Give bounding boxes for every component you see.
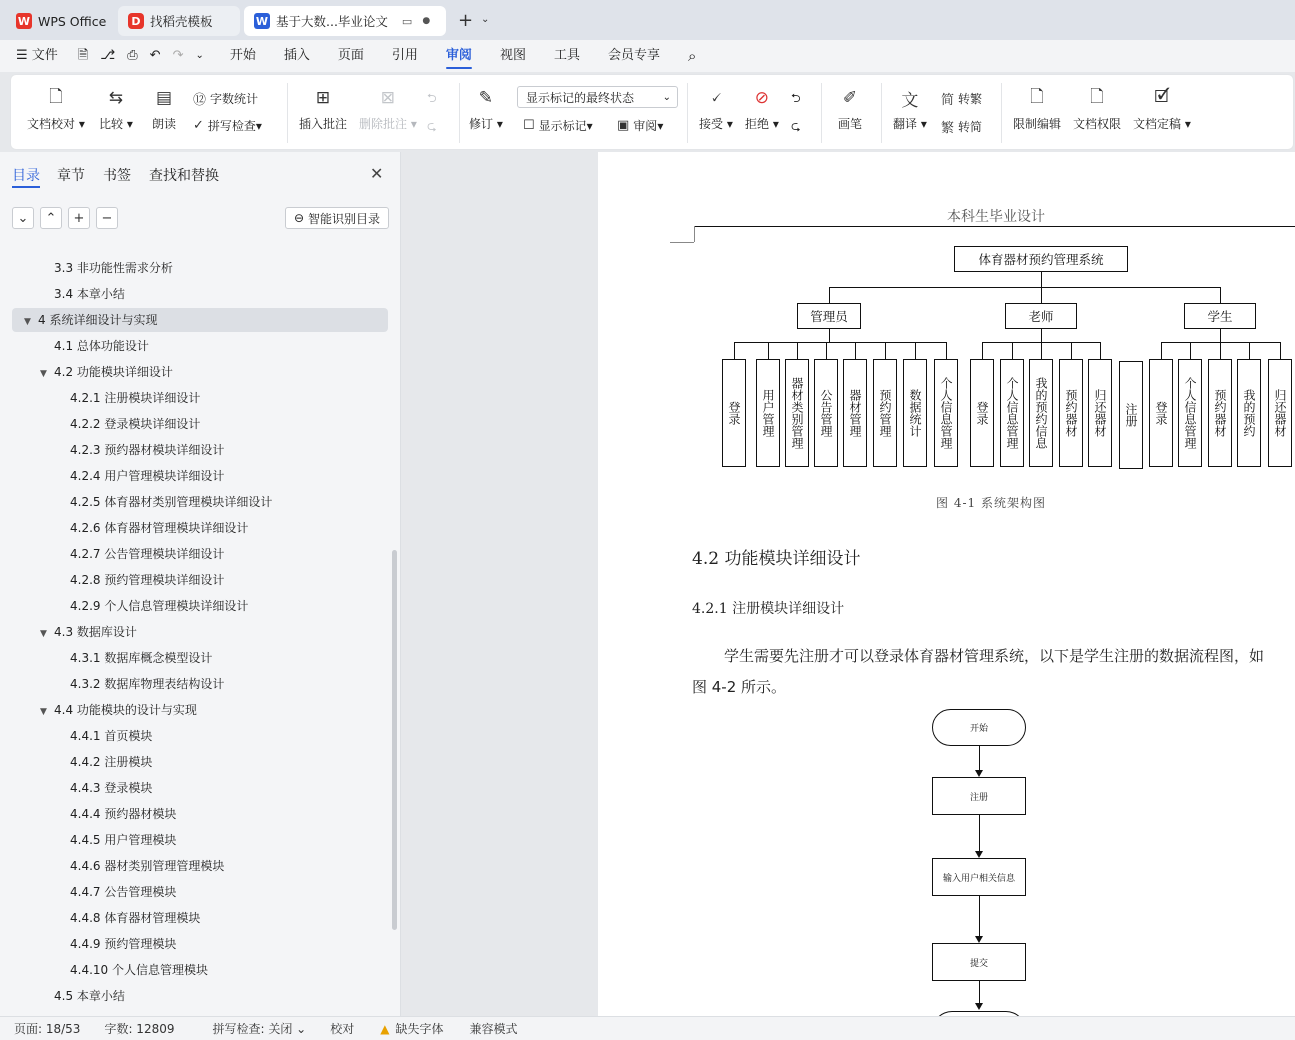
toc-item[interactable] — [70, 828, 176, 852]
flow-arrow-head — [975, 770, 983, 777]
org-connector — [1220, 342, 1221, 359]
word-count[interactable]: 字数: 12809 — [104, 1022, 175, 1036]
toc-item[interactable] — [70, 646, 212, 670]
org-connector — [1220, 329, 1221, 342]
toc-item[interactable] — [70, 516, 248, 540]
org-leaf-node: 预约管理 — [873, 359, 897, 467]
wps-logo-icon: W — [17, 14, 31, 28]
org-leaf-node: 器材管理 — [843, 359, 867, 467]
org-connector — [1280, 342, 1281, 359]
tab-bookmarks[interactable]: 书签 — [103, 168, 131, 184]
flow-process-node: 注册 — [932, 777, 1026, 815]
collapse-up-button[interactable] — [40, 207, 62, 229]
toc-item-label: 4.1 总体功能设计 — [54, 339, 149, 353]
toc-item-label: 4.4.4 预约器材模块 — [70, 807, 177, 821]
toc-item-label: 4.4.9 预约管理模块 — [70, 937, 177, 951]
toc-list — [0, 242, 390, 1016]
org-leaf-node: 我的预约信息 — [1029, 359, 1053, 467]
word-count-button[interactable]: ⑫ 字数统计 — [193, 89, 258, 108]
toc-item[interactable] — [12, 308, 388, 332]
to-simplified-button[interactable]: 繁 转简 — [941, 117, 982, 136]
pen-button[interactable]: ✐ 画笔 — [837, 85, 863, 132]
heading-4-2: 4.2 功能模块详细设计 — [692, 549, 861, 569]
compat-mode-status: 兼容模式 — [469, 1022, 518, 1036]
document-page — [598, 152, 1295, 1016]
convert-icon: 繁 — [941, 121, 955, 136]
convert-icon: 简 — [941, 93, 955, 108]
org-connector — [1041, 287, 1042, 303]
translate-icon: 文 — [901, 90, 919, 111]
org-leaf-node: 登录 — [970, 359, 994, 467]
org-leaf-node: 个人信息管理 — [1000, 359, 1024, 467]
chevron-down-icon[interactable]: ⌄ — [481, 14, 490, 25]
tab-underline — [12, 186, 40, 188]
heading-4-2-1: 4.2.1 注册模块详细设计 — [692, 601, 845, 617]
reject-icon: ⊘ — [754, 88, 770, 108]
menu-review[interactable]: 审阅 — [432, 40, 486, 72]
toc-item-label: 4.2.6 体育器材管理模块详细设计 — [70, 521, 249, 535]
chevron-up-icon: ⌃ — [45, 210, 57, 226]
tab-wps-office[interactable]: W WPS Office — [17, 13, 107, 29]
next-comment-icon[interactable]: ⮎ — [427, 119, 437, 133]
toc-item-label: 4.2.1 注册模块详细设计 — [70, 391, 201, 405]
body-paragraph-line2: 图 4-2 所示。 — [692, 678, 787, 696]
tab-docer[interactable]: D 找稻壳模板 — [118, 6, 240, 36]
org-connector — [1071, 342, 1072, 359]
toc-item-label: 4.4.2 注册模块 — [70, 755, 153, 769]
add-toc-button[interactable] — [68, 207, 90, 229]
tab-toc[interactable]: 目录 — [12, 168, 40, 184]
org-connector — [1161, 342, 1281, 343]
flow-arrow-head — [975, 851, 983, 858]
expand-arrow-icon[interactable]: ▼ — [40, 707, 47, 717]
menu-home[interactable]: 开始 — [229, 48, 256, 63]
flow-arrow-line — [979, 815, 980, 852]
smart-toc-button[interactable]: ⊖ 智能识别目录 — [285, 207, 389, 229]
org-connector — [885, 342, 886, 359]
org-connector — [1041, 272, 1042, 287]
org-connector — [915, 342, 916, 359]
toc-item[interactable] — [70, 854, 224, 878]
plus-icon: + — [73, 210, 85, 226]
toc-item-label: 4.4.1 首页模块 — [70, 729, 153, 743]
menu-page[interactable]: 页面 — [337, 48, 364, 63]
toc-item-label: 4.2.9 个人信息管理模块详细设计 — [70, 599, 249, 613]
chevron-down-icon: ⌄ — [17, 210, 29, 226]
word-count-icon: ⑫ — [193, 93, 207, 108]
org-leaf-node: 公告管理 — [814, 359, 838, 467]
org-connector — [1249, 342, 1250, 359]
page-indicator[interactable]: 页面: 18/53 — [14, 1022, 81, 1036]
share-icon[interactable]: ⎇ — [100, 48, 116, 63]
accept-button[interactable]: 🗸 接受 ▾ — [699, 85, 733, 132]
toc-item[interactable] — [70, 438, 224, 462]
toc-item-label: 4.2 功能模块详细设计 — [54, 365, 173, 379]
markup-mode-select[interactable]: 显示标记的最终状态 ⌄ — [517, 86, 678, 108]
tab-find-replace[interactable]: 查找和替换 — [149, 168, 219, 184]
flow-arrow-line — [979, 896, 980, 937]
next-change-icon[interactable]: ⮎ — [791, 119, 801, 133]
toc-item-label: 4.4.7 公告管理模块 — [70, 885, 177, 899]
toc-item[interactable] — [40, 360, 173, 384]
org-group-node: 管理员 — [797, 303, 861, 329]
org-leaf-node: 注册 — [1119, 361, 1143, 469]
toc-item-label: 4.3 数据库设计 — [54, 625, 137, 639]
org-leaf-node: 个人信息管理 — [934, 359, 958, 467]
flow-start-node: 开始 — [932, 709, 1026, 746]
finalize-icon: 🗹 — [1154, 86, 1170, 107]
document-area — [402, 152, 1295, 1016]
toc-item-label: 3.4 本章小结 — [54, 287, 125, 301]
smart-recognize-icon: ⊖ — [293, 211, 305, 225]
show-markup-icon: ☐ — [523, 118, 535, 133]
undo-icon[interactable]: ↶ — [149, 48, 161, 63]
org-connector — [829, 287, 830, 303]
toc-item-label: 4.4.3 登录模块 — [70, 781, 153, 795]
org-connector — [768, 342, 769, 359]
restrict-editing-button[interactable]: 🗋 限制编辑 — [1013, 86, 1062, 131]
org-connector — [734, 342, 735, 359]
org-root-node: 体育器材预约管理系统 — [954, 246, 1128, 272]
new-tab-plus-icon[interactable]: + — [458, 10, 474, 31]
body-paragraph-line1: 学生需要先注册才可以登录体育器材管理系统，以下是学生注册的数据流程图，如 — [724, 647, 1265, 665]
toc-item-label: 4.3.2 数据库物理表结构设计 — [70, 677, 225, 691]
toc-item[interactable] — [70, 412, 200, 436]
toc-item[interactable] — [70, 932, 176, 956]
reject-button[interactable]: ⊘ 拒绝 ▾ — [745, 85, 779, 132]
org-connector — [1161, 342, 1162, 359]
menu-view[interactable]: 视图 — [499, 48, 526, 63]
chevron-down-icon: ⌄ — [662, 91, 671, 103]
toc-item[interactable] — [70, 906, 200, 930]
toc-item[interactable] — [54, 984, 125, 1008]
org-leaf-node: 个人信息管理 — [1178, 359, 1202, 467]
toc-item[interactable] — [40, 620, 137, 644]
toc-item[interactable] — [40, 698, 197, 722]
org-leaf-node: 预约器材 — [1059, 359, 1083, 467]
pen-icon: ✐ — [842, 88, 858, 108]
org-leaf-node: 登录 — [722, 359, 746, 467]
permission-icon: 🗋 — [1090, 86, 1104, 107]
doc-check-button[interactable]: 🗋 文档校对 ▾ — [27, 86, 85, 131]
org-connector — [826, 342, 827, 359]
expand-arrow-icon[interactable]: ▼ — [40, 629, 47, 639]
flow-process-node: 输入用户相关信息 — [932, 858, 1026, 896]
org-leaf-node: 我的预约 — [1237, 359, 1261, 467]
compare-icon: ⇆ — [108, 88, 124, 108]
show-markup-button[interactable]: ☐ 显示标记 ▾ — [523, 118, 593, 133]
toc-item-label: 4.4.8 体育器材管理模块 — [70, 911, 201, 925]
org-leaf-node: 预约器材 — [1208, 359, 1232, 467]
org-connector — [829, 329, 830, 342]
flow-arrow-line — [979, 746, 980, 771]
toc-item-label: 4.4.5 用户管理模块 — [70, 833, 177, 847]
flow-arrow-head — [975, 936, 983, 943]
toc-item-label: 4.4.6 器材类别管理管理模块 — [70, 859, 225, 873]
missing-font-status[interactable]: 缺失字体 — [395, 1022, 444, 1036]
print-preview-icon[interactable]: ⎙ — [127, 48, 138, 63]
writer-doc-icon: W — [255, 14, 269, 28]
remove-toc-button[interactable] — [96, 207, 118, 229]
lock-doc-icon: 🗋 — [1030, 86, 1044, 107]
org-connector — [1100, 342, 1101, 359]
tab-chapters[interactable]: 章节 — [57, 168, 85, 184]
org-connector — [946, 342, 947, 359]
translate-button[interactable]: 文 翻译 ▾ — [893, 85, 927, 132]
org-leaf-node: 归还器材 — [1268, 359, 1292, 467]
toc-item[interactable] — [70, 958, 208, 982]
toc-item[interactable] — [70, 464, 224, 488]
flow-process-node: 提交 — [932, 943, 1026, 981]
minus-icon: − — [101, 210, 113, 226]
read-aloud-button[interactable]: ▤ 朗读 — [151, 85, 177, 132]
org-connector — [1190, 342, 1191, 359]
toc-item[interactable] — [70, 880, 176, 904]
toc-item[interactable] — [70, 568, 224, 592]
toc-item-label: 4.2.7 公告管理模块详细设计 — [70, 547, 225, 561]
org-connector — [797, 342, 798, 359]
accept-icon: 🗸 — [709, 88, 722, 108]
org-connector — [982, 342, 983, 359]
org-connector — [829, 287, 1221, 288]
spell-check-status[interactable]: 拼写检查: 关闭 ⌄ — [212, 1022, 307, 1036]
doc-check-icon: 🗋 — [49, 86, 63, 107]
toc-item-label: 3.3 非功能性需求分析 — [54, 261, 173, 275]
org-connector — [1041, 329, 1042, 342]
expand-arrow-icon[interactable]: ▼ — [24, 317, 31, 327]
toc-item[interactable] — [54, 334, 149, 358]
tab-bar — [0, 0, 1295, 40]
expand-arrow-icon[interactable]: ▼ — [40, 369, 47, 379]
toc-item[interactable] — [70, 386, 200, 410]
toc-item-label: 4.4.10 个人信息管理模块 — [70, 963, 208, 977]
menu-reference[interactable]: 引用 — [391, 48, 418, 63]
toc-item-label: 4.2.8 预约管理模块详细设计 — [70, 573, 225, 587]
org-leaf-node: 用户管理 — [756, 359, 780, 467]
toc-item-label: 4.5 本章小结 — [54, 989, 125, 1003]
toc-item-label: 4.2.2 登录模块详细设计 — [70, 417, 201, 431]
redo-icon[interactable]: ↷ — [172, 48, 184, 63]
warning-icon: ▲ — [380, 1021, 390, 1036]
spell-check-icon: ✓ — [193, 118, 204, 133]
toc-item[interactable] — [70, 776, 152, 800]
org-leaf-node: 归还器材 — [1088, 359, 1112, 467]
menu-insert[interactable]: 插入 — [283, 48, 310, 63]
page-header: 本科生毕业设计 — [947, 209, 1045, 225]
doc-permission-button[interactable]: 🗋 文档权限 — [1073, 86, 1122, 131]
search-icon[interactable]: ⌕ — [687, 47, 697, 65]
sidebar-scrollbar[interactable] — [392, 550, 397, 930]
toc-item[interactable] — [70, 724, 152, 748]
collapse-down-button[interactable] — [12, 207, 34, 229]
toc-item-label: 4.3.1 数据库概念模型设计 — [70, 651, 213, 665]
finalize-button[interactable]: 🗹 文档定稿 ▾ — [1133, 86, 1191, 131]
toc-item-label: 4.2.5 体育器材类别管理模块详细设计 — [70, 495, 273, 509]
menu-bar — [0, 40, 1295, 72]
toc-item[interactable] — [70, 542, 224, 566]
quick-access-more-icon[interactable]: ⌄ — [195, 50, 204, 61]
toc-item[interactable] — [54, 282, 125, 306]
docer-icon: D — [128, 13, 144, 29]
spell-check-button[interactable]: ✓ 拼写检查 ▾ — [193, 118, 262, 133]
tab-current-doc[interactable]: W 基于大数...毕业论文 ▭ ● — [244, 6, 446, 36]
review-ribbon — [10, 74, 1294, 150]
file-menu[interactable]: ☰ 文件 — [16, 48, 58, 63]
toc-item[interactable] — [70, 490, 272, 514]
org-connector — [1012, 342, 1013, 359]
flow-arrow-head — [975, 1003, 983, 1010]
monitor-icon[interactable]: ▭ — [401, 14, 413, 28]
save-icon[interactable]: 🗎 — [77, 48, 89, 63]
toc-item[interactable] — [54, 256, 173, 280]
toc-item-label: 4.4 功能模块的设计与实现 — [54, 703, 197, 717]
track-changes-button[interactable]: ✎ 修订 ▾ — [469, 85, 503, 132]
status-bar — [0, 1016, 1295, 1040]
toc-item[interactable] — [70, 750, 152, 774]
add-comment-icon: ⊞ — [315, 88, 331, 108]
figure-caption: 图 4-1 系统架构图 — [936, 496, 1046, 510]
reviewing-pane-button[interactable]: ▣ 审阅 ▾ — [617, 118, 664, 133]
delete-comment-icon: ⊠ — [380, 88, 396, 108]
org-connector — [855, 342, 856, 359]
org-leaf-node: 器材类别管理 — [785, 359, 809, 467]
toc-item-label: 4.2.3 预约器材模块详细设计 — [70, 443, 225, 457]
navigation-pane — [0, 152, 401, 1016]
toc-item[interactable] — [70, 802, 176, 826]
hamburger-icon: ☰ — [16, 48, 32, 63]
toc-item-label: 4.2.4 用户管理模块详细设计 — [70, 469, 225, 483]
proofread-status[interactable]: 校对 — [330, 1022, 355, 1036]
prev-comment-icon[interactable]: ⮌ — [427, 91, 437, 105]
org-group-node: 学生 — [1184, 303, 1256, 329]
compare-button[interactable]: ⇆ 比较 ▾ — [99, 85, 133, 132]
org-leaf-node: 数据统计 — [903, 359, 927, 467]
toc-item-label: 4 系统详细设计与实现 — [38, 313, 158, 327]
close-icon[interactable]: ✕ — [370, 164, 384, 183]
to-traditional-button[interactable]: 简 转繁 — [941, 89, 982, 108]
org-connector — [1041, 342, 1042, 359]
insert-comment-button[interactable]: ⊞ 插入批注 — [299, 85, 347, 132]
toc-item[interactable] — [70, 594, 248, 618]
prev-change-icon[interactable]: ⮌ — [791, 91, 801, 105]
delete-comment-button[interactable]: ⊠ 删除批注 ▾ — [359, 85, 417, 132]
org-connector — [1220, 287, 1221, 303]
reviewing-pane-icon: ▣ — [617, 118, 630, 133]
read-aloud-icon: ▤ — [155, 88, 173, 108]
track-changes-icon: ✎ — [478, 88, 494, 108]
menu-tools[interactable]: 工具 — [553, 48, 580, 63]
menu-member[interactable]: 会员专享 — [607, 48, 660, 63]
toc-item[interactable] — [70, 672, 224, 696]
org-leaf-node: 登录 — [1149, 359, 1173, 467]
unsaved-dot-icon: ● — [422, 16, 431, 26]
org-group-node: 老师 — [1005, 303, 1077, 329]
